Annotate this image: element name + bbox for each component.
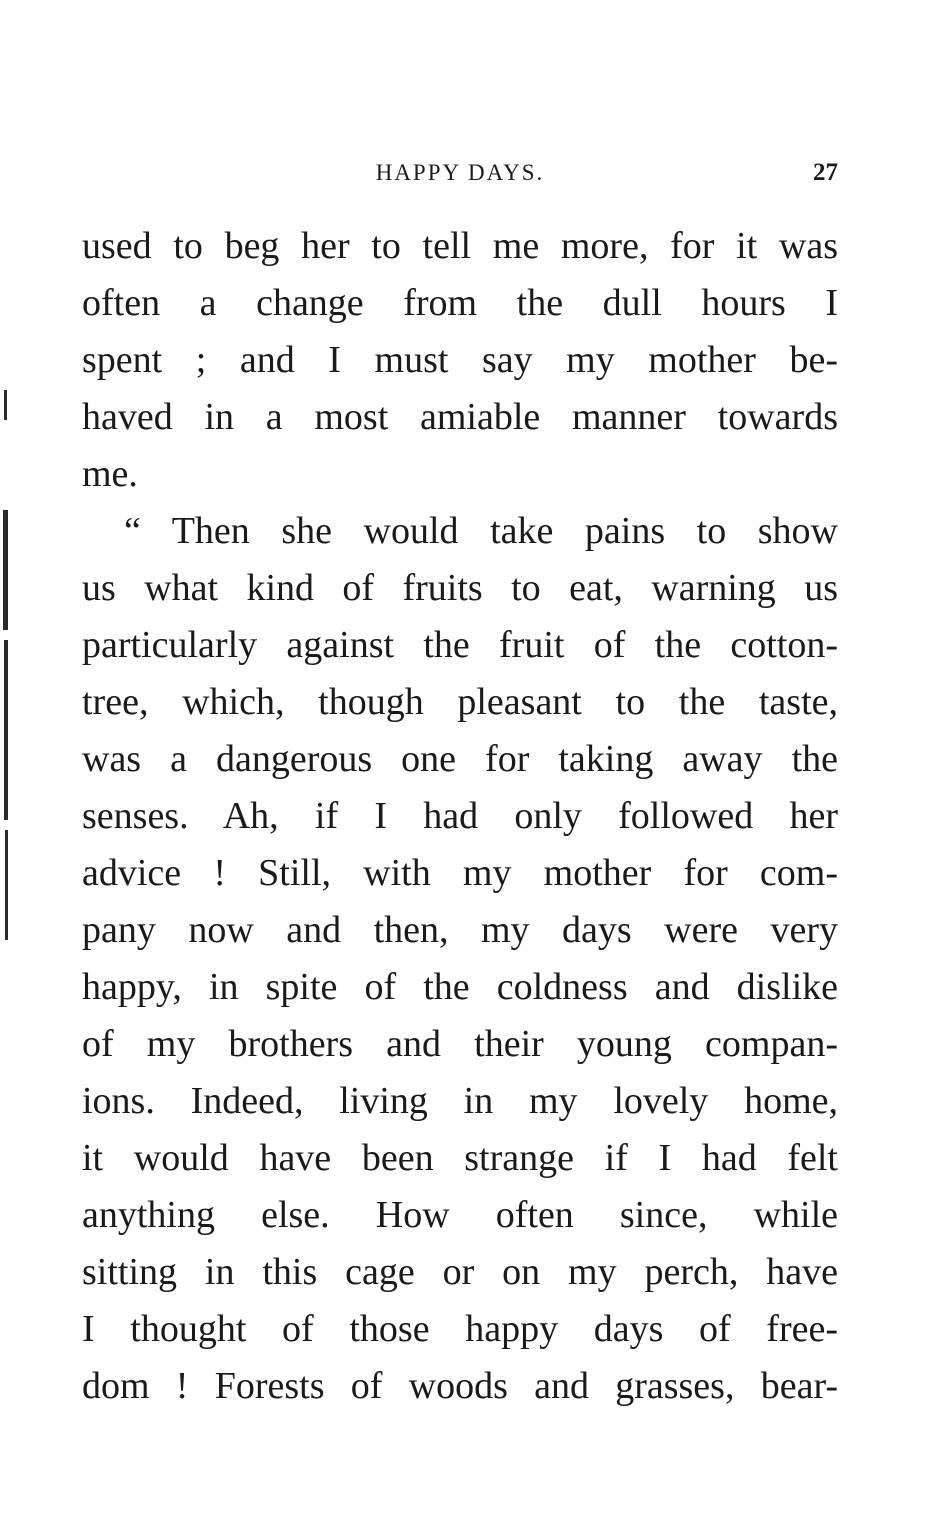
text-line: me. xyxy=(82,453,138,495)
text-line: I thought of those happy days of free- xyxy=(82,1308,838,1350)
text-line: advice ! Still, with my mother for com- xyxy=(82,852,838,894)
text-line: sitting in this cage or on my perch, have xyxy=(82,1251,838,1293)
text-line: used to beg her to tell me more, for it was xyxy=(82,225,838,267)
text-line: tree, which, though pleasant to the taste, xyxy=(82,681,838,723)
text-line: anything else. How often since, while xyxy=(82,1194,838,1236)
body-text xyxy=(82,218,838,1415)
text-line: haved in a most amiable manner towards xyxy=(82,396,838,438)
text-line: senses. Ah, if I had only followed her xyxy=(82,795,838,837)
text-line: spent ; and I must say my mother be- xyxy=(82,339,838,381)
text-line: ions. Indeed, living in my lovely home, xyxy=(82,1080,838,1122)
page-number: 27 xyxy=(813,159,838,186)
text-line: was a dangerous one for taking away the xyxy=(82,738,838,780)
text-line: dom ! Forests of woods and grasses, bear- xyxy=(82,1365,838,1407)
text-line: of my brothers and their young compan- xyxy=(82,1023,838,1065)
running-header xyxy=(82,158,838,188)
running-title: HAPPY DAYS. xyxy=(375,160,545,185)
text-line: happy, in spite of the coldness and dislike xyxy=(82,966,838,1008)
scan-margin-artifacts xyxy=(0,0,40,1537)
text-line: often a change from the dull hours I xyxy=(82,282,838,324)
text-line: it would have been strange if I had felt xyxy=(82,1137,838,1179)
text-line: pany now and then, my days were very xyxy=(82,909,838,951)
text-line: us what kind of fruits to eat, warning us xyxy=(82,567,838,609)
text-line: particularly against the fruit of the cotton- xyxy=(82,624,838,666)
text-line: “ Then she would take pains to show xyxy=(124,510,838,552)
